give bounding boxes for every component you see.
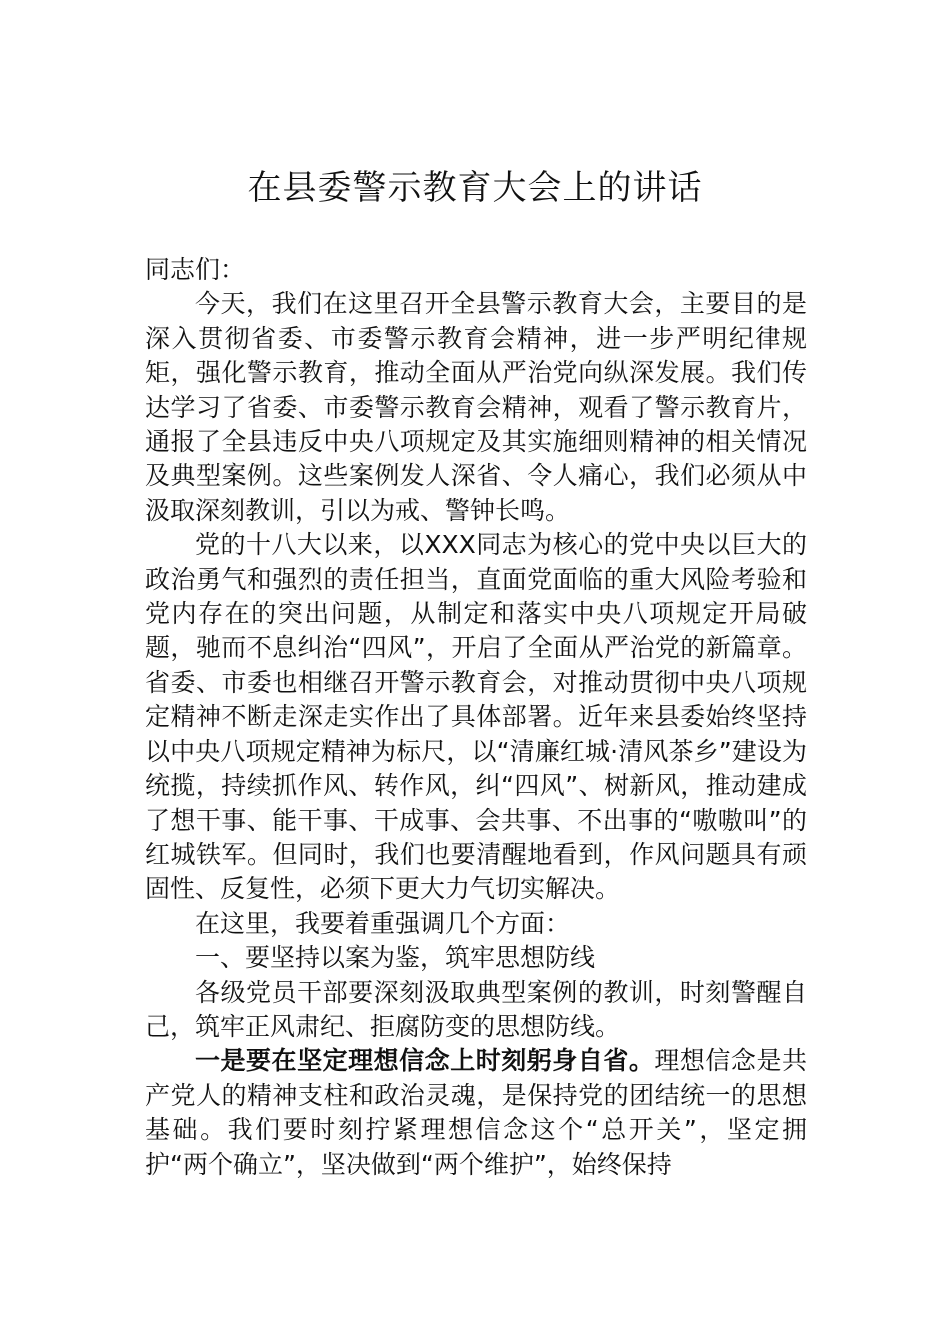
paragraph-5-lead: 一是要在坚定理想信念上时刻躬身自省。 <box>195 1046 655 1076</box>
document-title: 在县委警示教育大会上的讲话 <box>247 168 703 208</box>
paragraph-5-text: 理想信念是共产党人的精神支柱和政治灵魂，是保持党的团结统一的思想基础。我们要时刻拧紧理想信念这个“总开关”，坚定拥护“两个确立”，坚决做到“两个维护”，始终保持 <box>145 1046 807 1179</box>
paragraph-5 <box>145 1044 807 1182</box>
paragraph-3: 在这里，我要着重强调几个方面： <box>195 908 571 938</box>
paragraph-4: 各级党员干部要深刻汲取典型案例的教训，时刻警醒自己，筑牢正风肃纪、拒腐防变的思想防线。 <box>145 977 807 1041</box>
document-body <box>145 253 807 1182</box>
section-heading-1: 一、要坚持以案为鉴，筑牢思想防线 <box>195 943 596 973</box>
paragraph-1: 今天，我们在这里召开全县警示教育大会，主要目的是深入贯彻省委、市委警示教育会精神，进一步严明纪律规矩，强化警示教育，推动全面从严治党向纵深发展。我们传达学习了省委、市委警示教育会精神，观看了警示教育片，通报了全县违反中央八项规定及其实施细则精神的相关情况及典型案例。这些案例发人深省、令人痛心，我们必须从中汲取深刻教训，引以为戒、警钟长鸣。 <box>145 289 807 525</box>
paragraph-2: 党的十八大以来，以XXX同志为核心的党中央以巨大的政治勇气和强烈的责任担当，直面党面临的重大风险考验和党内存在的突出问题，从制定和落实中央八项规定开局破题，驰而不息纠治“四风”，开启了全面从严治党的新篇章。省委、市委也相继召开警示教育会，对推动贯彻中央八项规定精神不断走深走实作出了具体部署。近年来县委始终坚持以中央八项规定精神为标尺，以“清廉红城·清风茶乡”建设为统揽，持续抓作风、转作风，纠“四风”、树新风，推动建成了想干事、能干事、干成事、会共事、不出事的“嗷嗷叫”的红城铁军。但同时，我们也要清醒地看到，作风问题具有顽固性、反复性，必须下更大力气切实解决。 <box>145 530 807 904</box>
salutation: 同志们： <box>145 255 246 284</box>
